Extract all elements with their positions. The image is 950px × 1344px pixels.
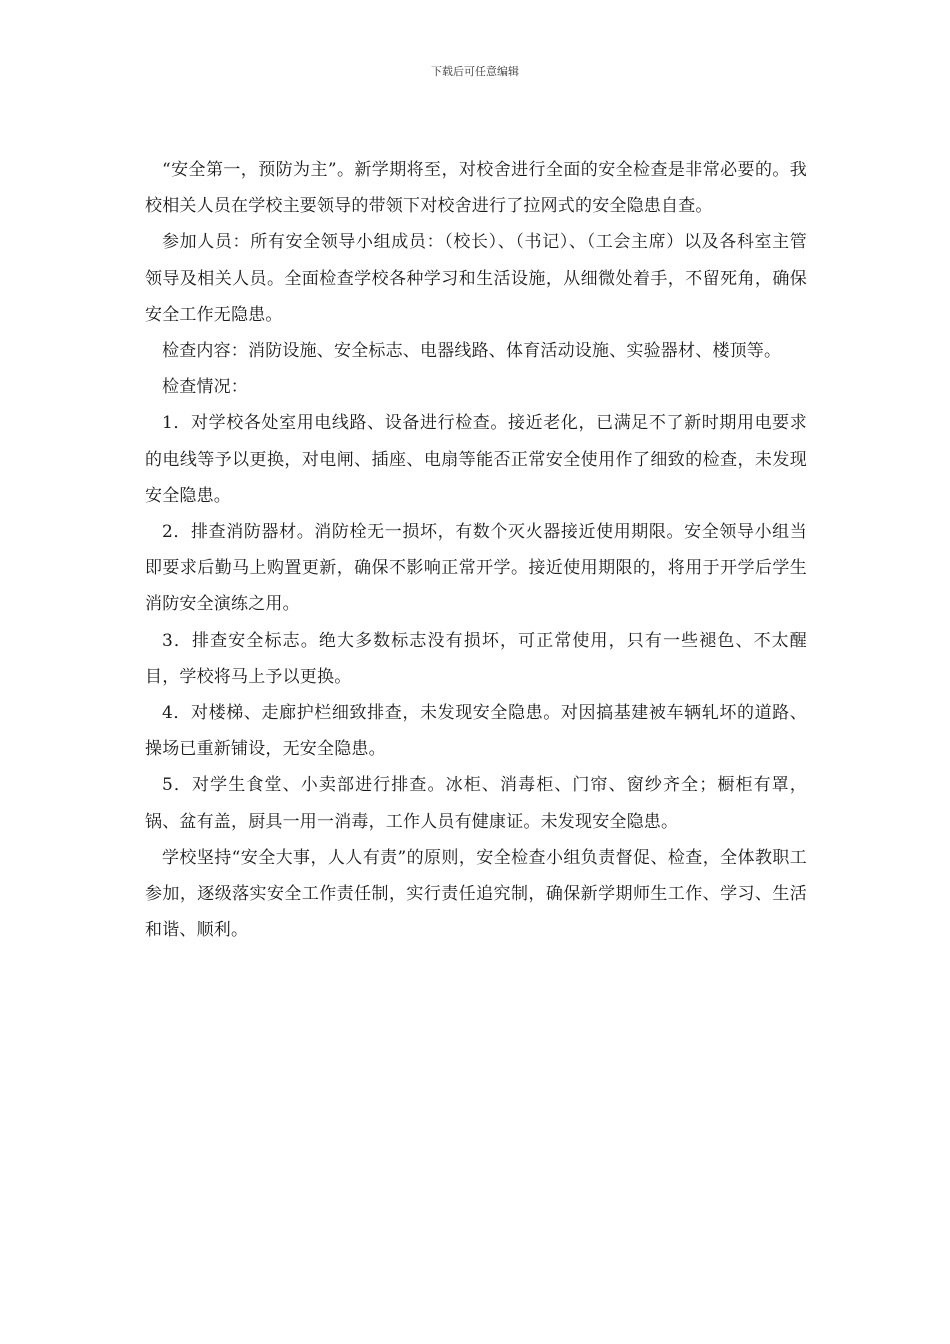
inspection-content-paragraph: 检查内容：消防设施、安全标志、电器线路、体育活动设施、实验器材、楼顶等。 [162,341,782,362]
finding-item-1: 1．对学校各处室用电线路、设备进行检查。接近老化，已满足不了新时期用电要求的电线等予以更换，对电闸、插座、电扇等能否正常安全使用作了细致的检查，未发现安全隐患。 [145,413,807,506]
intro-paragraph: “安全第一，预防为主”。新学期将至，对校舍进行全面的安全检查是非常必要的。我校相关人员在学校主要领导的带领下对校舍进行了拉网式的安全隐患自查。 [145,160,807,217]
header-note: 下载后可任意编辑 [431,65,519,78]
finding-item-3: 3．排查安全标志。绝大多数标志没有损坏，可正常使用，只有一些褪色、不太醒目，学校将马上予以更换。 [145,630,807,687]
conclusion-paragraph: 学校坚持“安全大事，人人有责”的原则，安全检查小组负责督促、检查，全体教职工参加，逐级落实安全工作责任制，实行责任追究制，确保新学期师生工作、学习、生活和谐、顺利。 [145,847,807,941]
finding-item-2: 2．排查消防器材。消防栓无一损坏，有数个灭火器接近使用期限。安全领导小组当即要求后勤马上购置更新，确保不影响正常开学。接近使用期限的，将用于开学后学生消防安全演练之用。 [145,522,807,615]
document-body [145,152,807,948]
participants-paragraph: 参加人员：所有安全领导小组成员：（校长）、（书记）、（工会主席）以及各科室主管领导及相关人员。全面检查学校各种学习和生活设施，从细微处着手，不留死角，确保安全工作无隐患。 [145,232,807,325]
finding-item-5: 5．对学生食堂、小卖部进行排查。冰柜、消毒柜、门帘、窗纱齐全；橱柜有罩，锅、盆有盖，厨具一用一消毒，工作人员有健康证。未发现安全隐患。 [145,775,807,832]
finding-item-4: 4．对楼梯、走廊护栏细致排查，未发现安全隐患。对因搞基建被车辆轧坏的道路、操场已重新铺设，无安全隐患。 [145,703,807,760]
inspection-status-heading: 检查情况： [162,377,248,398]
